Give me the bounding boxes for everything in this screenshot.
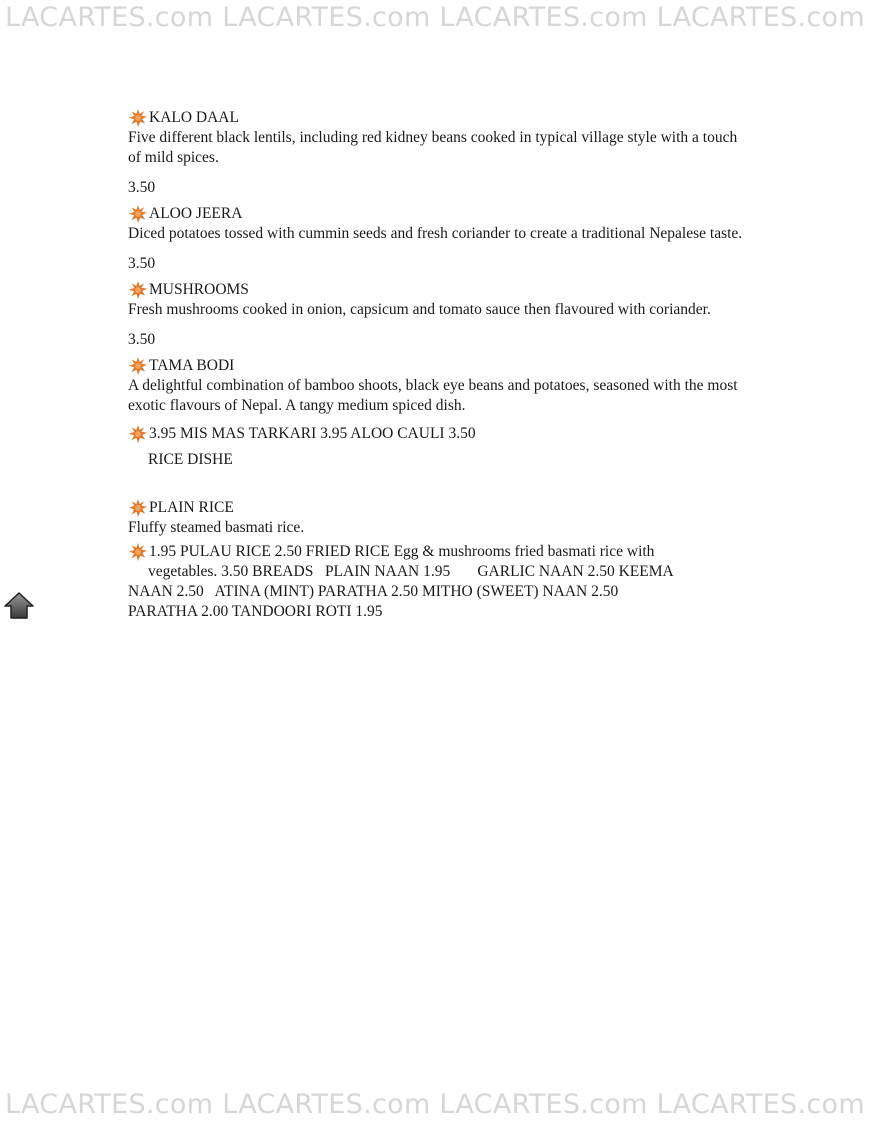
- item-description: Diced potatoes tossed with cummin seeds and fresh coriander to create a traditional Nepalese taste.: [128, 225, 743, 242]
- item-description: Fluffy steamed basmati rice.: [128, 519, 305, 536]
- item-title: TAMA BODI: [149, 357, 235, 374]
- menu-item-aloo-jeera: [128, 200, 748, 274]
- orange-star-icon: [128, 204, 148, 224]
- menu-item-tama-bodi: [128, 352, 748, 416]
- item-description: Fresh mushrooms cooked in onion, capsicum and tomato sauce then flavoured with coriander.: [128, 301, 711, 318]
- inline-prices-text: 3.95 MIS MAS TARKARI 3.95 ALOO CAULI 3.50: [149, 425, 476, 442]
- item-price: 3.50: [128, 331, 156, 348]
- paragraph-line: 1.95 PULAU RICE 2.50 FRIED RICE Egg & mushrooms fried basmati rice with: [149, 543, 655, 560]
- item-title: ALOO JEERA: [149, 205, 243, 222]
- item-title: MUSHROOMS: [149, 281, 249, 298]
- orange-star-icon: [128, 424, 148, 444]
- paragraph-line: vegetables. 3.50 BREADS PLAIN NAAN 1.95 GARLIC NAAN 2.50 KEEMA: [148, 563, 674, 580]
- paragraph-line: NAAN 2.50 ATINA (MINT) PARATHA 2.50 MITHO (SWEET) NAAN 2.50: [128, 583, 619, 600]
- home-arrow-icon[interactable]: [3, 590, 35, 622]
- section-heading-rice: RICE DISHE: [148, 451, 233, 468]
- item-price: 3.50: [128, 255, 156, 272]
- paragraph-line: PARATHA 2.00 TANDOORI ROTI 1.95: [128, 603, 383, 620]
- orange-star-icon: [128, 280, 148, 300]
- orange-star-icon: [128, 356, 148, 376]
- rice-and-breads-paragraph: [128, 542, 748, 622]
- watermark-bottom: LACARTES.com LACARTES.com LACARTES.com LACARTES.com: [5, 1089, 865, 1120]
- orange-star-icon: [128, 108, 148, 128]
- menu-item-mushrooms: [128, 276, 748, 350]
- orange-star-icon: [128, 498, 148, 518]
- watermark-top: LACARTES.com LACARTES.com LACARTES.com LACARTES.com: [5, 2, 865, 33]
- item-description: A delightful combination of bamboo shoots, black eye beans and potatoes, seasoned with the most exotic flavours of Nepal. A tangy medium spiced dish.: [128, 377, 738, 414]
- item-title: PLAIN RICE: [149, 499, 234, 516]
- orange-star-icon: [128, 542, 148, 562]
- menu-item-kalo-daal: [128, 104, 748, 198]
- menu-item-plain-rice: [128, 494, 748, 538]
- inline-prices-row: [128, 422, 748, 446]
- item-description: Five different black lentils, including red kidney beans cooked in typical village style with a touch of mild spices.: [128, 129, 738, 166]
- item-title: KALO DAAL: [149, 109, 239, 126]
- menu-content: [128, 104, 748, 622]
- item-price: 3.50: [128, 179, 156, 196]
